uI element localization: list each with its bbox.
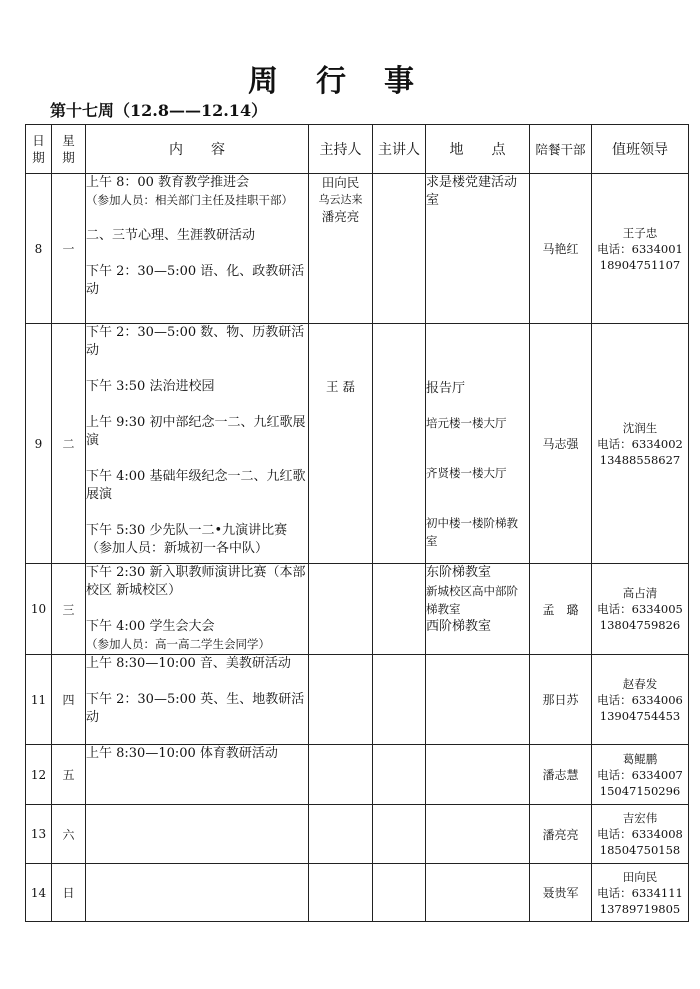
header-row — [26, 125, 689, 174]
place-text: 齐贤楼一楼大厅 — [426, 466, 507, 480]
content-entry: 下午 2：30—5:00 数、物、历教研活动 — [86, 325, 305, 358]
place-cell — [426, 745, 530, 805]
host-name: 田向民 — [321, 175, 360, 190]
dining-cell: 潘志慧 — [530, 745, 592, 805]
duty-name: 吉宏伟 — [622, 811, 658, 825]
duty-mobile: 18904751107 — [599, 257, 681, 272]
content-note: （参加人员：相关部门主任及挂职干部） — [86, 193, 293, 207]
table-row — [26, 864, 689, 922]
duty-cell — [592, 745, 689, 805]
place-text: 新城校区高中部阶梯教室 — [426, 584, 518, 616]
weekday-cell: 六 — [52, 805, 86, 864]
duty-name: 田向民 — [622, 869, 658, 884]
duty-mobile: 15047150296 — [599, 783, 681, 798]
header-duty: 值班领导 — [592, 125, 689, 174]
content-entry: 下午 4:00 学生会大会 — [86, 619, 215, 634]
dining-cell: 那日苏 — [530, 655, 592, 745]
table-row — [26, 174, 689, 324]
dining-cell: 潘亮亮 — [530, 805, 592, 864]
duty-mobile: 13804759826 — [599, 618, 681, 632]
speaker-cell — [373, 655, 426, 745]
place-text: 西阶梯教室 — [426, 619, 492, 634]
header-content: 内 容 — [86, 125, 309, 174]
week-subtitle: 第十七周（12.8——12.14） — [50, 101, 268, 120]
header-date: 日期 — [26, 125, 52, 174]
place-text: 培元楼一楼大厅 — [426, 416, 507, 430]
date-cell: 11 — [26, 655, 52, 745]
table-row — [26, 805, 689, 864]
table-row — [26, 564, 689, 655]
place-cell — [426, 564, 530, 655]
speaker-cell — [373, 564, 426, 655]
content-entry: 下午 2：30—5:00 英、生、地教研活动 — [86, 692, 305, 725]
place-cell — [426, 805, 530, 864]
table-row — [26, 745, 689, 805]
speaker-cell — [373, 864, 426, 922]
place-text: 初中楼一楼阶梯教室 — [426, 516, 518, 548]
header-place: 地 点 — [426, 125, 530, 174]
duty-name: 沈润生 — [622, 420, 658, 435]
host-name: 乌云达来 — [318, 193, 363, 206]
content-entry: 上午 8:30—10:00 体育教研活动 — [86, 746, 278, 761]
place-cell — [426, 655, 530, 745]
content-entry: 下午 2：30—5:00 语、化、政教研活动 — [86, 264, 305, 297]
date-cell: 9 — [26, 324, 52, 564]
place-cell — [426, 864, 530, 922]
host-cell — [309, 655, 373, 745]
header-host: 主持人 — [309, 125, 373, 174]
weekday-cell: 一 — [52, 174, 86, 324]
speaker-cell — [373, 745, 426, 805]
weekday-cell: 二 — [52, 324, 86, 564]
weekday-cell: 五 — [52, 745, 86, 805]
weekday-cell: 日 — [52, 864, 86, 922]
date-cell: 13 — [26, 805, 52, 864]
date-cell: 12 — [26, 745, 52, 805]
place-cell — [426, 174, 530, 324]
content-entry: 下午 5:30 少先队一二•九演讲比赛（参加人员：新城初一各中队） — [86, 523, 288, 556]
host-cell — [309, 174, 373, 324]
speaker-cell — [373, 324, 426, 564]
host-cell — [309, 864, 373, 922]
dining-cell: 马志强 — [530, 324, 592, 564]
host-cell — [309, 324, 373, 564]
table-row — [26, 655, 689, 745]
dining-cell: 马艳红 — [530, 174, 592, 324]
duty-cell — [592, 805, 689, 864]
duty-mobile: 13789719805 — [599, 901, 681, 916]
duty-tel: 电话：6334008 — [597, 827, 683, 841]
content-cell — [86, 745, 309, 805]
dining-cell: 聂贵军 — [530, 864, 592, 922]
content-cell — [86, 564, 309, 655]
content-cell — [86, 324, 309, 564]
date-cell: 10 — [26, 564, 52, 655]
duty-tel: 电话：6334002 — [597, 436, 683, 451]
content-entry: 上午 9:30 初中部纪念一二、九红歌展演 — [86, 415, 306, 448]
header-dining: 陪餐干部 — [530, 125, 592, 174]
duty-cell — [592, 174, 689, 324]
duty-cell — [592, 564, 689, 655]
duty-cell — [592, 864, 689, 922]
duty-tel: 电话：6334006 — [597, 692, 683, 707]
duty-name: 葛鲲鹏 — [622, 751, 658, 766]
content-entry: 二、三节心理、生涯教研活动 — [86, 228, 256, 243]
duty-name: 赵春发 — [622, 676, 658, 691]
duty-name: 高占清 — [622, 586, 658, 600]
duty-name: 王子忠 — [622, 225, 658, 240]
content-cell — [86, 864, 309, 922]
weekday-cell: 四 — [52, 655, 86, 745]
table-row — [26, 324, 689, 564]
speaker-cell — [373, 805, 426, 864]
duty-tel: 电话：6334005 — [597, 602, 683, 616]
duty-mobile: 13904754453 — [599, 708, 681, 723]
header-speaker: 主讲人 — [373, 125, 426, 174]
host-cell — [309, 805, 373, 864]
content-entry: 下午 4:00 基础年级纪念一二、九红歌展演 — [86, 469, 306, 502]
content-entry: 上午 8:30—10:00 音、美教研活动 — [86, 656, 291, 671]
weekday-cell: 三 — [52, 564, 86, 655]
host-cell — [309, 564, 373, 655]
duty-mobile: 18504750158 — [599, 843, 681, 857]
header-weekday: 星期 — [52, 125, 86, 174]
place-cell — [426, 324, 530, 564]
speaker-cell — [373, 174, 426, 324]
content-cell — [86, 805, 309, 864]
content-entry: 下午 2:30 新入职教师演讲比赛（本部校区 新城校区） — [86, 565, 306, 598]
date-cell: 14 — [26, 864, 52, 922]
content-cell — [86, 655, 309, 745]
content-entry: 上午 8：00 教育教学推进会 — [86, 175, 250, 190]
place-text: 求是楼党建活动室 — [426, 175, 518, 208]
dining-cell: 孟 璐 — [530, 564, 592, 655]
host-name: 潘亮亮 — [321, 209, 360, 224]
duty-cell — [592, 655, 689, 745]
duty-mobile: 13488558627 — [599, 452, 681, 467]
content-entry: 下午 3:50 法治进校园 — [86, 379, 215, 394]
duty-tel: 电话：6334001 — [597, 241, 683, 256]
duty-cell — [592, 324, 689, 564]
host-name: 王 磊 — [326, 379, 355, 394]
page-title: 周行事 — [248, 64, 452, 99]
schedule-table — [25, 124, 689, 922]
duty-tel: 电话：6334111 — [597, 885, 683, 900]
host-cell — [309, 745, 373, 805]
place-text: 报告厅 — [426, 381, 466, 396]
duty-tel: 电话：6334007 — [597, 767, 683, 782]
place-text: 东阶梯教室 — [426, 565, 492, 580]
content-note: （参加人员：高一高二学生会同学） — [86, 637, 270, 651]
content-cell — [86, 174, 309, 324]
date-cell: 8 — [26, 174, 52, 324]
